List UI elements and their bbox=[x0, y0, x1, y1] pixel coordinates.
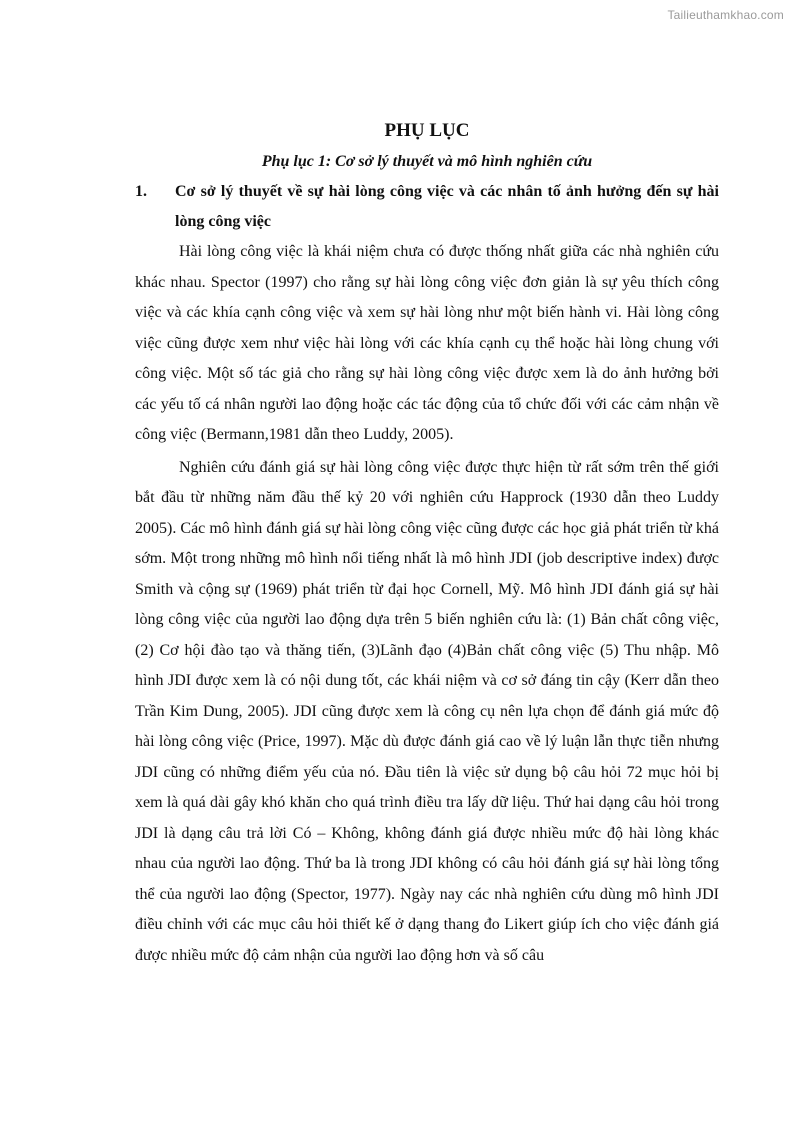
body-paragraph-2: Nghiên cứu đánh giá sự hài lòng công việc được thực hiện từ rất sớm trên thế giới bắt đầu từ những năm đầu thế kỷ 20 với nghiên cứu Happrock (1930 dẫn theo Luddy 2005). Các mô hình đánh giá sự hài lòng công việc cũng được các học giả phát triển từ khá sớm. Một trong những mô hình nổi tiếng nhất là mô hình JDI (job descriptive index) được Smith và cộng sự (1969) phát triển từ đại học Cornell, Mỹ. Mô hình JDI đánh giá sự hài lòng công việc của người lao động dựa trên 5 biến nghiên cứu là: (1) Bản chất công việc, (2) Cơ hội đào tạo và thăng tiến, (3)Lãnh đạo (4)Bản chất công việc (5) Thu nhập. Mô hình JDI được xem là có nội dung tốt, các khái niệm và cơ sở đáng tin cậy (Kerr dẫn theo Trần Kim Dung, 2005). JDI cũng được xem là công cụ nên lựa chọn để đánh giá mức độ hài lòng công việc (Price, 1997). Mặc dù được đánh giá cao về lý luận lẫn thực tiễn nhưng JDI cũng có những điểm yếu của nó. Đầu tiên là việc sử dụng bộ câu hỏi 72 mục hỏi bị xem là quá dài gây khó khăn cho quá trình điều tra lấy dữ liệu. Thứ hai dạng câu hỏi trong JDI là dạng câu trả lời Có – Không, không đánh giá được nhiều mức độ hài lòng khác nhau của người lao động. Thứ ba là trong JDI không có câu hỏi đánh giá sự hài lòng tổng thể của người lao động (Spector, 1977). Ngày nay các nhà nghiên cứu dùng mô hình JDI điều chỉnh với các mục câu hỏi thiết kế ở dạng thang đo Likert giúp ích cho việc đánh giá được nhiều mức độ cảm nhận của người lao động hơn và số câu bbox=[135, 458, 719, 964]
section-number: 1. bbox=[135, 183, 147, 200]
watermark: Tailieuthamkhao.com bbox=[667, 8, 784, 22]
document-page bbox=[135, 110, 719, 971]
page-title: PHỤ LỤC bbox=[384, 120, 470, 141]
section-heading bbox=[135, 177, 719, 237]
section-heading-text: Cơ sở lý thuyết về sự hài lòng công việc và các nhân tố ảnh hưởng đến sự hài lòng công việc bbox=[175, 183, 719, 230]
appendix-subtitle: Phụ lục 1: Cơ sở lý thuyết và mô hình nghiên cứu bbox=[261, 153, 593, 170]
body-paragraph-1: Hài lòng công việc là khái niệm chưa có được thống nhất giữa các nhà nghiên cứu khác nhau. Spector (1997) cho rằng sự hài lòng công việc đơn giản là sự yêu thích công việc và các khía cạnh công việc và xem sự hài lòng như một biến hành vi. Hài lòng công việc cũng được xem như việc hài lòng với các khía cạnh cụ thể hoặc hài lòng chung với công việc. Một số tác giả cho rằng sự hài lòng công việc được xem là do ảnh hưởng bởi các yếu tố cá nhân người lao động hoặc các tác động của tổ chức đối với các cảm nhận về công việc (Bermann,1981 dẫn theo Luddy, 2005). bbox=[135, 243, 719, 443]
